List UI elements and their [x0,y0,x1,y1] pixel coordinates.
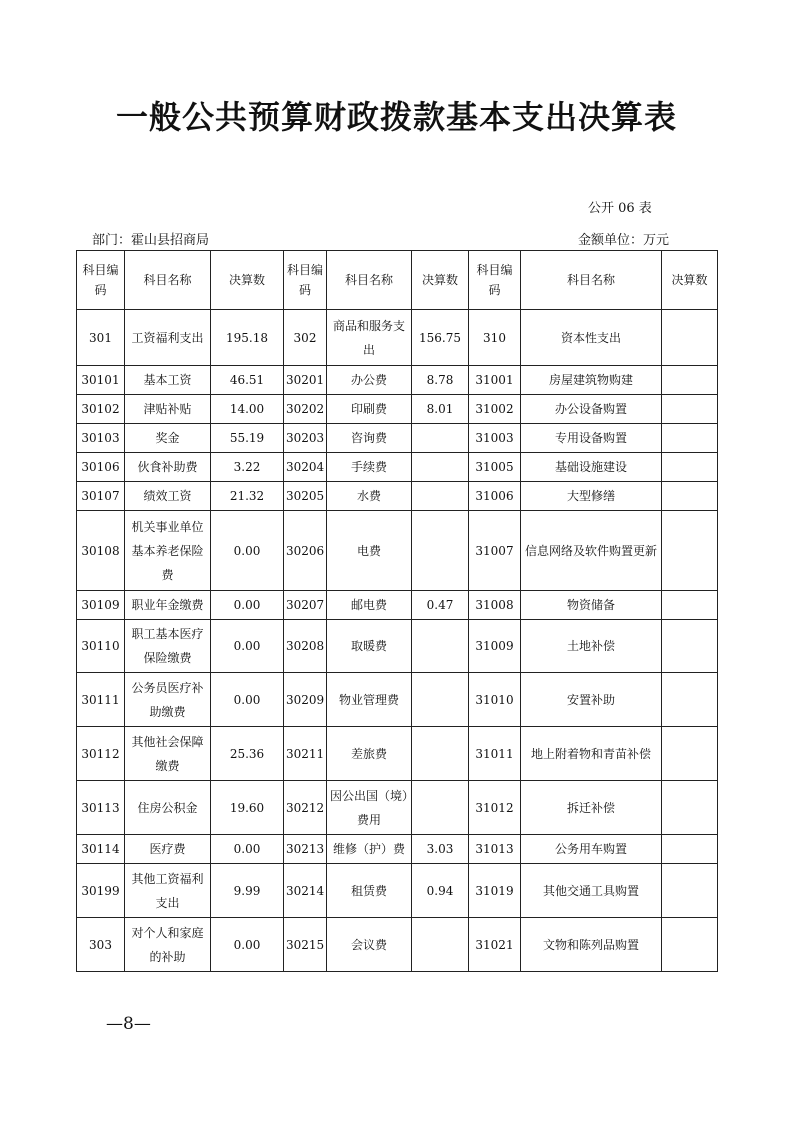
header-cell: 科目编码 [284,251,327,310]
table-cell: 31012 [469,781,521,835]
table-cell: 基础设施建设 [521,453,662,482]
table-cell: 30209 [284,673,327,727]
table-cell [662,781,718,835]
table-cell: 31013 [469,835,521,864]
table-cell: 3.03 [412,835,469,864]
table-cell: 房屋建筑物购建 [521,366,662,395]
table-cell [662,424,718,453]
table-cell [662,310,718,366]
table-cell: 会议费 [327,918,412,972]
table-cell: 公务用车购置 [521,835,662,864]
table-cell: 30107 [77,482,125,511]
table-cell [662,620,718,673]
table-cell: 地上附着物和青苗补偿 [521,727,662,781]
table-cell [662,511,718,591]
amount-unit-label: 金额单位：万元 [578,233,670,248]
expenditure-table [76,250,718,972]
table-cell: 31007 [469,511,521,591]
table-cell: 职工基本医疗保险缴费 [125,620,211,673]
table-cell: 31005 [469,453,521,482]
table-cell [662,864,718,918]
table-cell: 0.00 [211,620,284,673]
table-cell: 0.00 [211,835,284,864]
table-cell [662,918,718,972]
table-cell: 大型修缮 [521,482,662,511]
header-cell: 科目名称 [125,251,211,310]
table-cell: 物资储备 [521,591,662,620]
header-cell: 科目编码 [77,251,125,310]
table-cell [412,482,469,511]
table-cell: 邮电费 [327,591,412,620]
form-number: 公开 06 表 [588,201,652,216]
table-cell: 工资福利支出 [125,310,211,366]
table-cell: 30106 [77,453,125,482]
table-cell: 14.00 [211,395,284,424]
table-cell: 住房公积金 [125,781,211,835]
table-cell: 30102 [77,395,125,424]
table-cell: 31011 [469,727,521,781]
table-row [77,918,718,972]
table-cell: 30114 [77,835,125,864]
header-cell: 决算数 [412,251,469,310]
table-cell: 30199 [77,864,125,918]
table-cell [662,727,718,781]
table-cell: 30103 [77,424,125,453]
table-cell: 31001 [469,366,521,395]
table-cell: 水费 [327,482,412,511]
table-row [77,673,718,727]
table-row [77,453,718,482]
table-row [77,835,718,864]
table-cell: 31019 [469,864,521,918]
table-cell [662,591,718,620]
table-cell: 30212 [284,781,327,835]
table-cell: 差旅费 [327,727,412,781]
table-cell: 30208 [284,620,327,673]
table-cell: 30111 [77,673,125,727]
table-cell: 0.94 [412,864,469,918]
header-cell: 科目名称 [327,251,412,310]
table-cell: 8.78 [412,366,469,395]
table-cell: 其他工资福利支出 [125,864,211,918]
table-cell: 安置补助 [521,673,662,727]
table-cell: 31021 [469,918,521,972]
table-row [77,620,718,673]
table-cell: 专用设备购置 [521,424,662,453]
table-cell: 156.75 [412,310,469,366]
table-cell: 30205 [284,482,327,511]
table-cell: 资本性支出 [521,310,662,366]
table-cell: 机关事业单位基本养老保险费 [125,511,211,591]
table-row [77,781,718,835]
page-number: —8— [106,1014,151,1034]
table-cell: 维修（护）费 [327,835,412,864]
table-cell: 19.60 [211,781,284,835]
table-cell: 咨询费 [327,424,412,453]
table-cell [662,482,718,511]
table-cell [662,453,718,482]
table-cell: 其他交通工具购置 [521,864,662,918]
header-cell: 决算数 [211,251,284,310]
table-cell: 租赁费 [327,864,412,918]
table-row [77,310,718,366]
table-row [77,727,718,781]
table-row [77,864,718,918]
table-cell: 195.18 [211,310,284,366]
table-cell: 30206 [284,511,327,591]
table-cell: 电费 [327,511,412,591]
table-cell: 30113 [77,781,125,835]
table-cell: 办公费 [327,366,412,395]
table-cell: 31003 [469,424,521,453]
table-row [77,366,718,395]
table-cell [412,781,469,835]
table-cell: 30101 [77,366,125,395]
table-cell: 31008 [469,591,521,620]
header-cell: 科目名称 [521,251,662,310]
table-body [77,310,718,972]
header-cell: 科目编码 [469,251,521,310]
table-cell: 30211 [284,727,327,781]
table-cell: 310 [469,310,521,366]
table-cell: 职业年金缴费 [125,591,211,620]
table-cell: 30202 [284,395,327,424]
table-cell: 30207 [284,591,327,620]
header-cell: 决算数 [662,251,718,310]
table-cell: 土地补偿 [521,620,662,673]
table-cell: 信息网络及软件购置更新 [521,511,662,591]
table-cell: 30201 [284,366,327,395]
table-cell: 9.99 [211,864,284,918]
table-cell [412,424,469,453]
table-cell: 商品和服务支出 [327,310,412,366]
table-cell: 基本工资 [125,366,211,395]
table-cell: 手续费 [327,453,412,482]
table-cell: 印刷费 [327,395,412,424]
table-cell [662,366,718,395]
table-cell [412,673,469,727]
table-cell: 0.00 [211,591,284,620]
table-cell [412,918,469,972]
table-cell [412,620,469,673]
table-cell: 物业管理费 [327,673,412,727]
table-cell: 3.22 [211,453,284,482]
table-row [77,511,718,591]
table-cell: 30203 [284,424,327,453]
table-cell: 21.32 [211,482,284,511]
table-cell: 0.00 [211,673,284,727]
table-cell: 46.51 [211,366,284,395]
table-row [77,591,718,620]
table-cell: 医疗费 [125,835,211,864]
table-cell: 取暖费 [327,620,412,673]
table-cell: 30204 [284,453,327,482]
document-title: 一般公共预算财政拨款基本支出决算表 [115,98,677,136]
table-cell: 办公设备购置 [521,395,662,424]
table-cell: 30109 [77,591,125,620]
table-cell: 30112 [77,727,125,781]
table-cell [662,673,718,727]
table-cell [662,395,718,424]
table-cell: 津贴补贴 [125,395,211,424]
table-cell: 公务员医疗补助缴费 [125,673,211,727]
table-cell: 25.36 [211,727,284,781]
table-cell: 31009 [469,620,521,673]
table-cell [412,453,469,482]
table-cell: 303 [77,918,125,972]
table-cell: 30110 [77,620,125,673]
table-cell: 伙食补助费 [125,453,211,482]
table-cell: 0.00 [211,511,284,591]
table-cell: 30214 [284,864,327,918]
table-cell: 31002 [469,395,521,424]
table-cell [662,835,718,864]
table-cell: 0.47 [412,591,469,620]
table-cell: 文物和陈列品购置 [521,918,662,972]
table-cell: 55.19 [211,424,284,453]
table-cell: 0.00 [211,918,284,972]
table-cell: 301 [77,310,125,366]
table-row [77,482,718,511]
table-cell: 30215 [284,918,327,972]
table-cell: 302 [284,310,327,366]
table-row [77,395,718,424]
table-cell: 拆迁补偿 [521,781,662,835]
table-cell: 31006 [469,482,521,511]
table-cell: 绩效工资 [125,482,211,511]
table-cell: 对个人和家庭的补助 [125,918,211,972]
table-cell: 8.01 [412,395,469,424]
table-cell: 30213 [284,835,327,864]
department-label: 部门：霍山县招商局 [92,233,210,248]
table-cell: 30108 [77,511,125,591]
table-cell: 其他社会保障缴费 [125,727,211,781]
table-cell: 31010 [469,673,521,727]
header-row [77,251,718,310]
table-cell: 奖金 [125,424,211,453]
table-cell [412,511,469,591]
table-cell: 因公出国（境）费用 [327,781,412,835]
table-row [77,424,718,453]
table-cell [412,727,469,781]
